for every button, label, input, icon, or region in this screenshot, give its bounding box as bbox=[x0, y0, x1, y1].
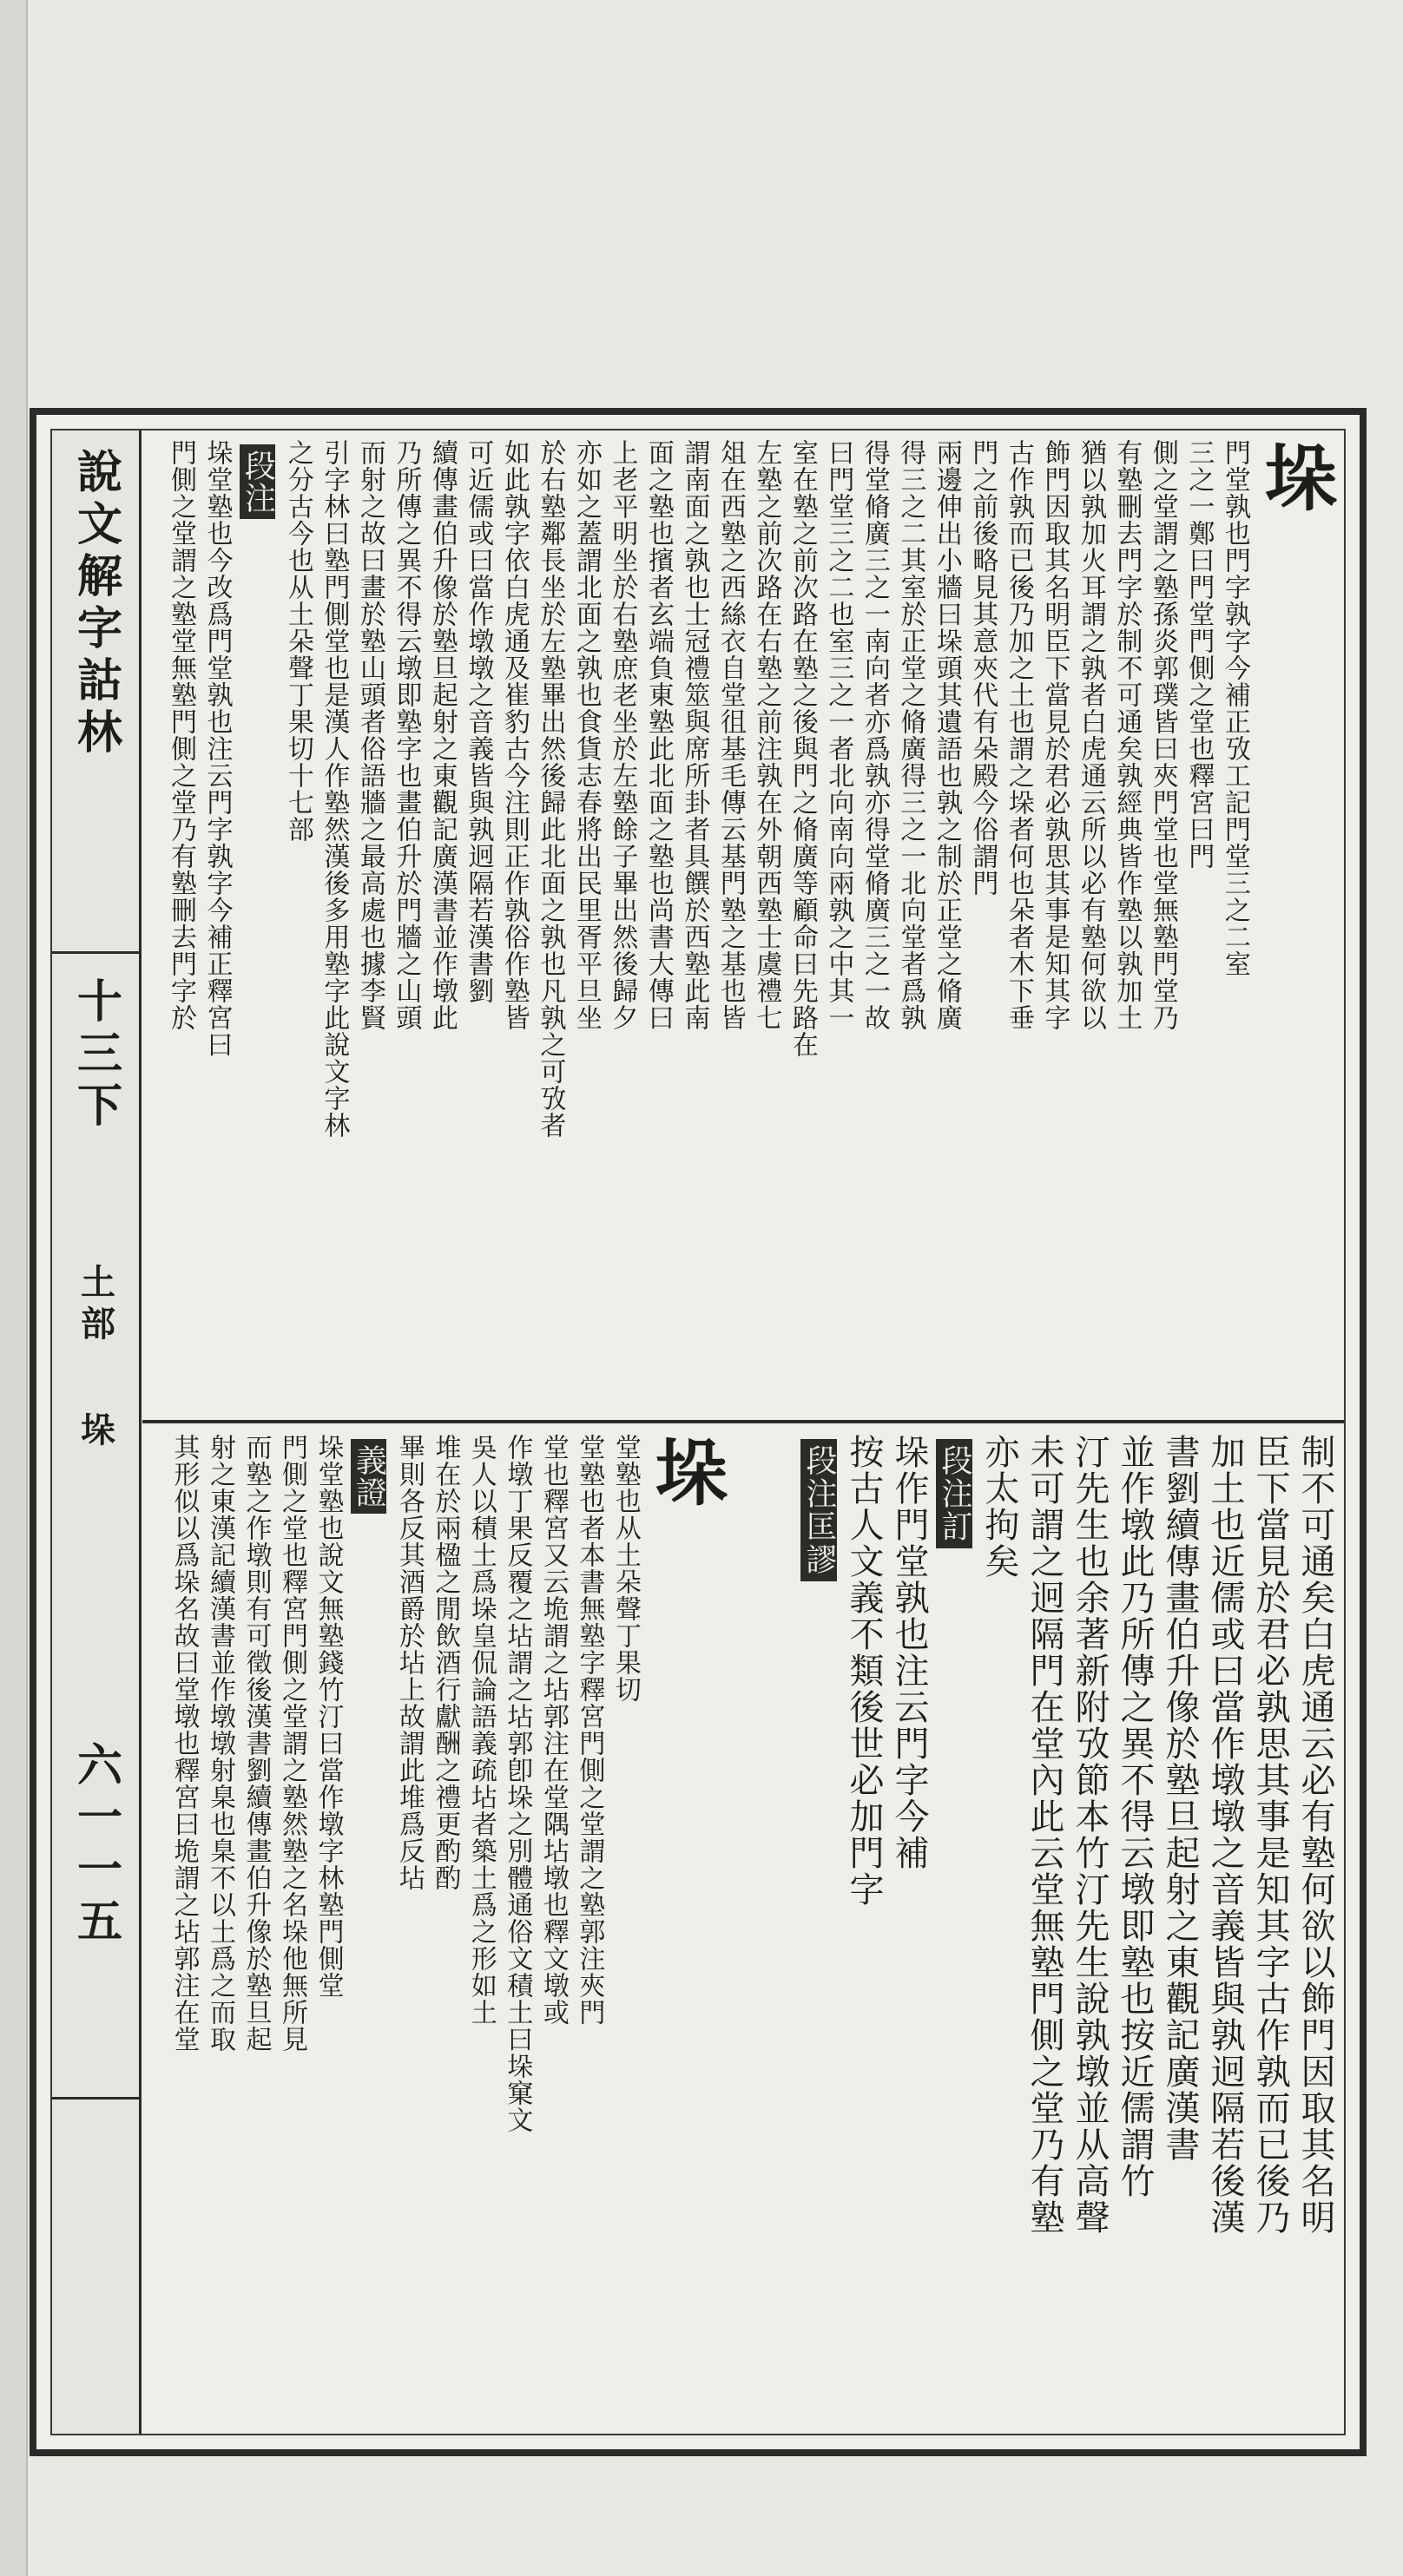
entry-label: 垛 bbox=[75, 1411, 116, 1453]
text-column: 猶以孰加火耳謂之孰者白虎通云所以必有塾何欲以 bbox=[1075, 439, 1106, 1031]
text-column: 門之前後略見其意夾代有朵殿今俗謂門 bbox=[967, 439, 998, 897]
text-column: 臣下當見於君必孰思其事是知其字古作孰而已後乃 bbox=[1250, 1434, 1290, 2236]
text-column: 俎在西塾之西絲衣自堂徂基毛傳云基門塾之基也皆 bbox=[715, 439, 746, 1031]
page-fold bbox=[0, 0, 28, 2576]
upper-text-block bbox=[135, 439, 1339, 1411]
spine-separator bbox=[52, 2097, 139, 2100]
text-column: 而塾之作墩則有可徵後漢書劉續傳畫伯升像於塾旦起 bbox=[240, 1434, 272, 2053]
text-column: 按古人文義不類後世必加門字 bbox=[844, 1434, 884, 1908]
page-frame-inner bbox=[50, 429, 1346, 2435]
text-column: 吳人以積土爲垛皇侃論語義疏坫者築土爲之形如土 bbox=[465, 1434, 497, 2026]
text-column: 三之一鄭曰門堂門側之堂也釋宮曰門 bbox=[1183, 439, 1215, 870]
text-column: 有塾刪去門字於制不可通矣孰經典皆作塾以孰加土 bbox=[1111, 439, 1143, 1031]
spine-separator bbox=[52, 951, 139, 954]
text-column: 古作孰而已後乃加之土也謂之垛者何也朵者木下垂 bbox=[1003, 439, 1034, 1031]
text-column: 續傳畫伯升像於塾旦起射之東觀記廣漢書並作墩此 bbox=[426, 439, 458, 1031]
text-column: 如此孰字依白虎通及崔豹古今注則正作孰俗作塾皆 bbox=[498, 439, 530, 1031]
text-column: 引字林曰塾門側堂也是漢人作塾然漢後多用塾字此說文字林 bbox=[319, 439, 350, 1139]
text-column: 室在塾之前次路在塾之後與門之脩廣等顧命曰先路在 bbox=[787, 439, 818, 1058]
text-column: 垛作門堂孰也注云門字今補 bbox=[889, 1434, 929, 1871]
page-number: 六一一五 bbox=[69, 1741, 122, 1949]
lower-right-text-block bbox=[734, 1434, 1334, 2423]
text-column: 加土也近儒或曰當作墩墩之音義皆與孰迥隔若後漢 bbox=[1205, 1434, 1245, 2236]
text-column: 門側之堂也釋宮門側之堂謂之塾然塾之名垛他無所見 bbox=[277, 1434, 308, 2053]
text-column: 作墩丁果反覆之坫謂之坫郭卽垛之別體通俗文積土曰垛窠文 bbox=[502, 1434, 533, 2133]
commentary-tag bbox=[800, 1434, 837, 2423]
text-column: 其形似以爲垛名故曰堂墩也釋宮曰垝謂之坫郭注在堂 bbox=[168, 1434, 200, 2053]
text-column: 得堂脩廣三之一南向者亦爲孰亦得堂脩廣三之一故 bbox=[859, 439, 890, 1031]
text-column: 門側之堂謂之塾堂無塾門側之堂乃有塾刪去門字於 bbox=[166, 439, 197, 1031]
text-column: 得三之二其室於正堂之脩廣得三之一北向堂者爲孰 bbox=[895, 439, 926, 1031]
text-column: 於右塾鄰長坐於左塾畢出然後歸此北面之孰也凡孰之可攷者 bbox=[535, 439, 566, 1139]
commentary-tag bbox=[351, 1434, 387, 2423]
text-body bbox=[142, 430, 1344, 2434]
text-column: 汀先生也余著新附攷節本竹汀先生說孰墩並从高聲 bbox=[1070, 1434, 1110, 2236]
text-column: 堂塾也者本書無塾字釋宮門側之堂謂之塾郭注夾門 bbox=[574, 1434, 605, 2026]
text-column: 堂塾也从土朵聲丁果切 bbox=[609, 1434, 641, 1703]
book-title: 說文解字詁林 bbox=[69, 448, 122, 760]
text-column: 堆在於兩楹之閒飲酒行獻酬之禮更酌酌 bbox=[430, 1434, 461, 1891]
text-column: 亦太拘矣 bbox=[979, 1434, 1019, 1580]
text-column: 垛堂塾也今改爲門堂孰也注云門字孰字今補正釋宮曰 bbox=[201, 439, 233, 1058]
commentary-tag-label: 段注 bbox=[240, 444, 276, 519]
volume-label: 十三下 bbox=[69, 977, 122, 1134]
spine-column bbox=[52, 430, 142, 2434]
headword: 垛 bbox=[643, 1434, 729, 1510]
text-column: 乃所傳之異不得云墩即塾字也畫伯升於門牆之山頭 bbox=[391, 439, 422, 1031]
text-column: 兩邊伸出小牆曰垛頭其遺語也孰之制於正堂之脩廣 bbox=[931, 439, 962, 1031]
text-column: 曰門堂三之二也室三之一者北向南向兩孰之中其一 bbox=[823, 439, 854, 1031]
text-column: 垛堂塾也說文無塾錢竹汀曰當作墩字林塾門側堂 bbox=[313, 1434, 344, 1999]
text-column: 面之塾也擯者玄端負東塾此北面之塾也尚書大傳曰 bbox=[642, 439, 674, 1031]
text-column: 堂也釋宮又云垝謂之坫郭注在堂隅坫墩也釋文墩或 bbox=[537, 1434, 569, 2026]
text-column: 而射之故曰畫於塾山頭者俗語牆之最高處也據李賢 bbox=[354, 439, 385, 1031]
text-column: 謂南面之孰也士冠禮筮與席所卦者具饌於西塾此南 bbox=[679, 439, 710, 1031]
commentary-tag bbox=[936, 1434, 972, 2423]
text-column: 之分古今也从土朵聲丁果切十七部 bbox=[282, 439, 313, 843]
text-column: 側之堂謂之塾孫炎郭璞皆曰夾門堂也堂無塾門堂乃 bbox=[1147, 439, 1178, 1031]
text-column: 未可謂之迥隔門在堂內此云堂無塾門側之堂乃有塾 bbox=[1024, 1434, 1064, 2236]
section-divider bbox=[142, 1420, 1344, 1423]
text-column: 制不可通矣白虎通云必有塾何欲以飾門因取其名明 bbox=[1295, 1434, 1335, 2236]
commentary-tag-label: 段注訂 bbox=[936, 1439, 972, 1548]
radical-label: 土部 bbox=[75, 1264, 116, 1347]
page-frame bbox=[30, 408, 1367, 2456]
headword: 垛 bbox=[1253, 439, 1339, 516]
text-column: 可近儒或曰當作墩墩之音義皆與孰迥隔若漢書劉 bbox=[463, 439, 494, 1004]
text-column: 畢則各反其酒爵於坫上故謂此堆爲反坫 bbox=[393, 1434, 425, 1891]
text-column: 射之東漢記續漢書並作墩墩射臬也臬不以土爲之而取 bbox=[205, 1434, 236, 2053]
text-column: 並作墩此乃所傳之異不得云墩即塾也按近儒謂竹 bbox=[1115, 1434, 1155, 2199]
text-column: 書劉續傳畫伯升像於塾旦起射之東觀記廣漢書 bbox=[1160, 1434, 1200, 2163]
text-column: 門堂孰也門字孰字今補正攷工記門堂三之二室 bbox=[1219, 439, 1250, 977]
commentary-tag bbox=[240, 439, 276, 1411]
text-column: 左塾之前次路在右塾之前注孰在外朝西塾士虞禮七 bbox=[751, 439, 782, 1031]
lower-left-text-block bbox=[151, 1434, 729, 2423]
text-column: 飾門因取其名明臣下當見於君必孰思其事是知其字 bbox=[1039, 439, 1070, 1031]
commentary-tag-label: 義證 bbox=[351, 1439, 387, 1514]
text-column: 上老平明坐於右塾庶老坐於左塾餘子畢出然後歸夕 bbox=[607, 439, 638, 1031]
text-column: 亦如之蓋謂北面之孰也食貨志春將出民里胥平旦坐 bbox=[570, 439, 602, 1031]
commentary-tag-label: 段注匡謬 bbox=[800, 1439, 837, 1581]
